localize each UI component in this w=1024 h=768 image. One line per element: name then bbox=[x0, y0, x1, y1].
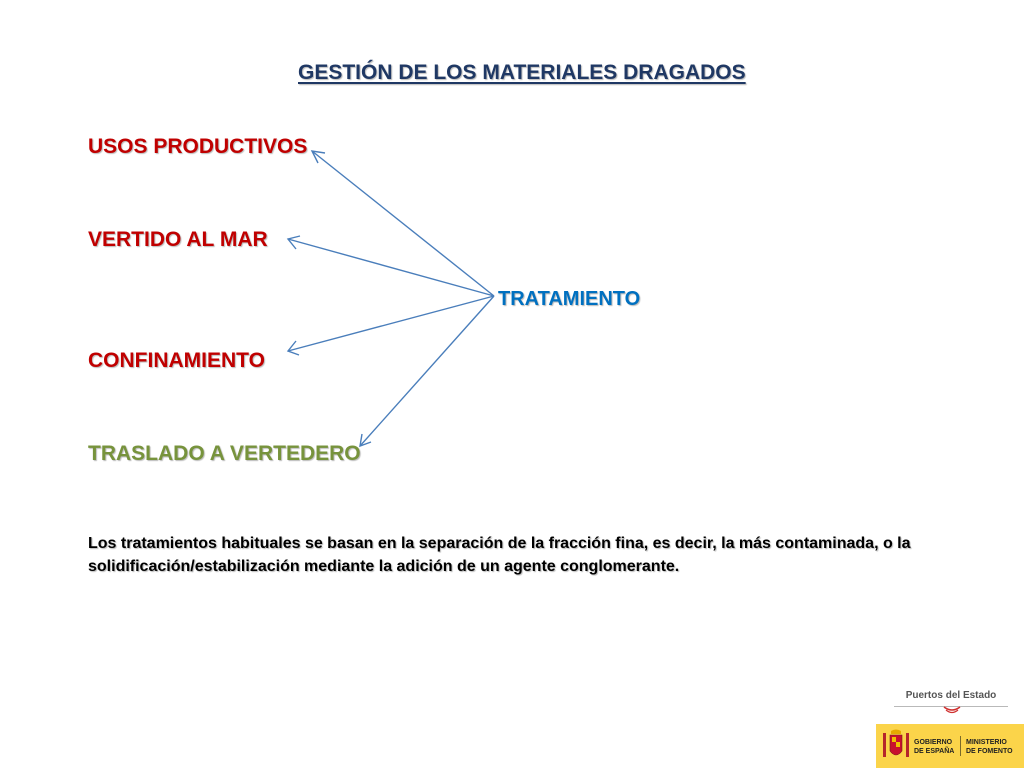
arrow-to-vertido-al-mar bbox=[288, 236, 494, 296]
arrow-to-confinamiento bbox=[288, 296, 494, 355]
puertos-del-estado-logo bbox=[890, 686, 1012, 716]
gobierno-ministerio-logo bbox=[876, 724, 1024, 768]
logo-divider bbox=[960, 736, 961, 756]
ministerio-text bbox=[966, 738, 1013, 756]
arrow-to-traslado-a-vertedero bbox=[360, 296, 494, 446]
destination-traslado-a-vertedero: TRASLADO A VERTEDERO bbox=[88, 442, 361, 465]
arrow-to-usos-productivos bbox=[312, 151, 494, 296]
destination-confinamiento: CONFINAMIENTO bbox=[88, 349, 265, 372]
ministerio-line1: MINISTERIO bbox=[966, 739, 1007, 746]
treatment-note: Los tratamientos habituales se basan en la separación de la fracción fina, es decir, la más contaminada, o la solidificación/estabilización mediante la adición de un agente conglomerante. bbox=[88, 535, 911, 575]
destination-usos-productivos: USOS PRODUCTIVOS bbox=[88, 135, 308, 158]
coat-of-arms-icon bbox=[882, 729, 910, 763]
puertos-del-estado-text: Puertos del Estado bbox=[905, 690, 997, 701]
gobierno-text bbox=[914, 738, 954, 756]
gobierno-line2: DE ESPAÑA bbox=[914, 748, 955, 755]
destination-vertido-al-mar: VERTIDO AL MAR bbox=[88, 228, 268, 251]
hub-tratamiento: TRATAMIENTO bbox=[498, 288, 641, 310]
slide-title: GESTIÓN DE LOS MATERIALES DRAGADOS bbox=[298, 61, 746, 84]
puertos-swoosh-icon bbox=[942, 704, 962, 714]
ministerio-line2: DE FOMENTO bbox=[966, 748, 1013, 755]
gobierno-line1: GOBIERNO bbox=[914, 739, 953, 746]
